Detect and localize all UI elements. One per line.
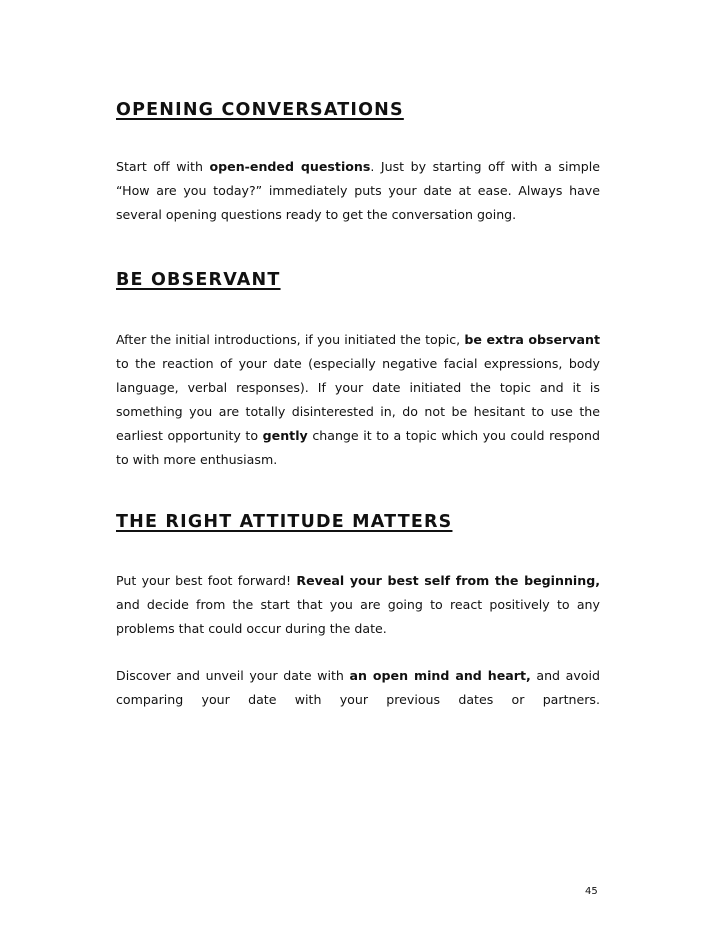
section-paragraph	[116, 328, 600, 472]
text-run: Start off with	[116, 159, 210, 174]
section-paragraph	[116, 664, 600, 712]
section-paragraph	[116, 155, 600, 227]
text-run: and decide from the start that you are going to react positively to any problems that could occur during the date.	[116, 597, 600, 636]
text-run: and avoid comparing your date with your previous dates or partners.	[116, 668, 600, 707]
bold-text-run: open-ended questions	[209, 159, 371, 174]
section-heading: THE RIGHT ATTITUDE MATTERS	[116, 512, 453, 532]
page-number: 45	[585, 886, 598, 897]
text-run: Put your best foot forward!	[116, 573, 297, 588]
text-run: After the initial introductions, if you initiated the topic,	[116, 332, 465, 347]
bold-text-run: gently	[262, 428, 308, 443]
text-run: Discover and unveil your date with	[116, 668, 350, 683]
section-paragraph	[116, 569, 600, 641]
text-run: . Just by starting off with a simple “How are you today?” immediately puts your date at ease. Always have several opening questions ready to get the conversation going.	[116, 159, 600, 222]
section-heading: OPENING CONVERSATIONS	[116, 100, 404, 120]
text-run: change it to a topic which you could respond to with more enthusiasm.	[116, 428, 600, 467]
text-run: to the reaction of your date (especially negative facial expressions, body language, verbal responses). If your date initiated the topic and it is something you are totally disinterested in, do not be hesitant to use the earliest opportunity to	[116, 356, 600, 443]
bold-text-run: Reveal your best self from the beginning,	[296, 573, 600, 588]
bold-text-run: be extra observant	[464, 332, 600, 347]
bold-text-run: an open mind and heart,	[349, 668, 531, 683]
section-heading: BE OBSERVANT	[116, 270, 281, 290]
